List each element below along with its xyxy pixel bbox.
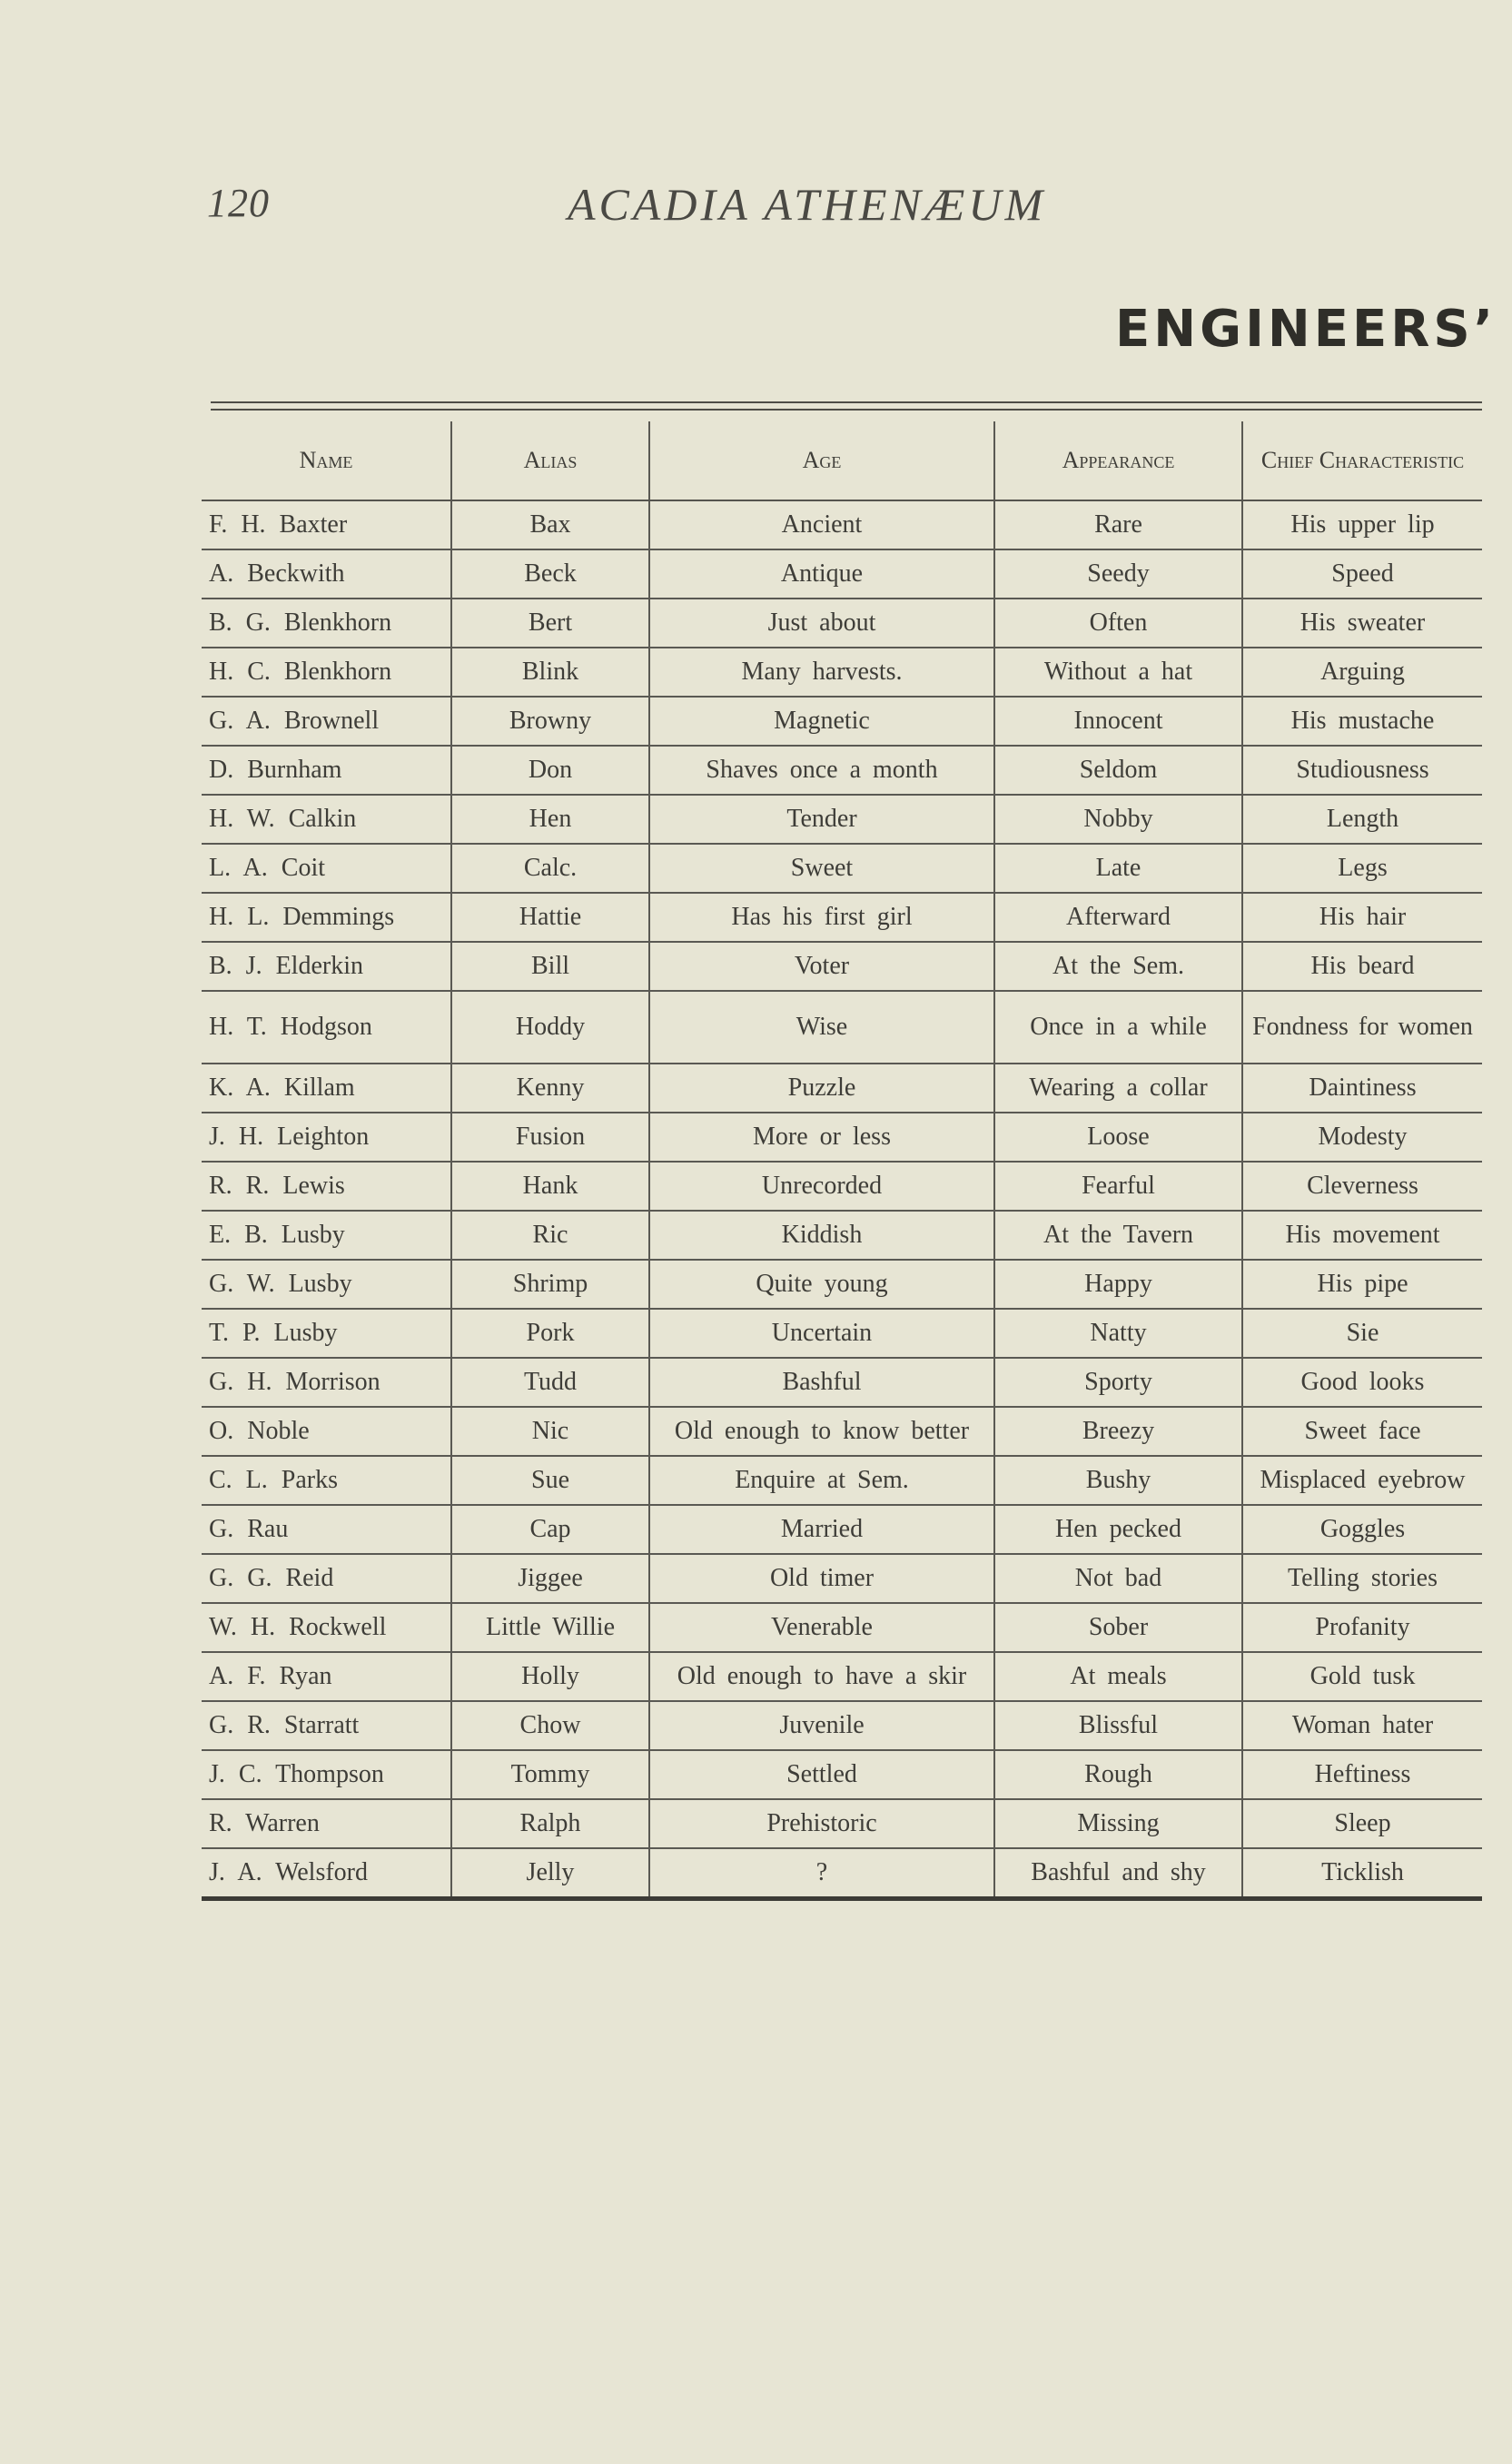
alias-cell: Hank bbox=[451, 1162, 649, 1211]
name-cell: B. J. Elderkin bbox=[202, 942, 451, 991]
age-cell: Bashful bbox=[649, 1358, 994, 1407]
name-cell: G. A. Brownell bbox=[202, 697, 451, 746]
table-row bbox=[202, 1407, 1482, 1456]
appearance-cell: Sporty bbox=[994, 1358, 1242, 1407]
column-header-chief-characteristic: Chief Characteristic bbox=[1242, 421, 1482, 500]
age-cell: Shaves once a month bbox=[649, 746, 994, 795]
table-row bbox=[202, 648, 1482, 697]
characteristic-cell: Length bbox=[1242, 795, 1482, 844]
table-row bbox=[202, 1505, 1482, 1554]
characteristic-cell: Telling stories bbox=[1242, 1554, 1482, 1603]
appearance-cell: Once in a while bbox=[994, 991, 1242, 1064]
characteristic-cell: His mustache bbox=[1242, 697, 1482, 746]
age-cell: Antique bbox=[649, 549, 994, 599]
characteristic-cell: Sie bbox=[1242, 1309, 1482, 1358]
age-cell: Married bbox=[649, 1505, 994, 1554]
alias-cell: Holly bbox=[451, 1652, 649, 1701]
appearance-cell: Rare bbox=[994, 500, 1242, 549]
appearance-cell: Innocent bbox=[994, 697, 1242, 746]
characteristic-cell: Good looks bbox=[1242, 1358, 1482, 1407]
table-row bbox=[202, 1554, 1482, 1603]
alias-cell: Shrimp bbox=[451, 1260, 649, 1309]
name-cell: H. C. Blenkhorn bbox=[202, 648, 451, 697]
name-cell: C. L. Parks bbox=[202, 1456, 451, 1505]
characteristic-cell: Speed bbox=[1242, 549, 1482, 599]
appearance-cell: Afterward bbox=[994, 893, 1242, 942]
appearance-cell: At the Sem. bbox=[994, 942, 1242, 991]
age-cell: Tender bbox=[649, 795, 994, 844]
appearance-cell: Bushy bbox=[994, 1456, 1242, 1505]
characteristic-cell: Ticklish bbox=[1242, 1848, 1482, 1899]
characteristic-cell: Fondness for women bbox=[1242, 991, 1482, 1064]
age-cell: Old timer bbox=[649, 1554, 994, 1603]
appearance-cell: Seedy bbox=[994, 549, 1242, 599]
characteristic-cell: Sweet face bbox=[1242, 1407, 1482, 1456]
characteristic-cell: Profanity bbox=[1242, 1603, 1482, 1652]
alias-cell: Hen bbox=[451, 795, 649, 844]
name-cell: B. G. Blenkhorn bbox=[202, 599, 451, 648]
appearance-cell: Nobby bbox=[994, 795, 1242, 844]
age-cell: Venerable bbox=[649, 1603, 994, 1652]
table-row bbox=[202, 795, 1482, 844]
name-cell: G. H. Morrison bbox=[202, 1358, 451, 1407]
column-header-appearance: Appearance bbox=[994, 421, 1242, 500]
characteristic-cell: Goggles bbox=[1242, 1505, 1482, 1554]
table-row bbox=[202, 1799, 1482, 1848]
appearance-cell: At meals bbox=[994, 1652, 1242, 1701]
column-header-name: Name bbox=[202, 421, 451, 500]
table-row bbox=[202, 746, 1482, 795]
section-title: ENGINEERS’ bbox=[1115, 300, 1497, 359]
top-rule-inner bbox=[211, 409, 1482, 411]
alias-cell: Hoddy bbox=[451, 991, 649, 1064]
characteristic-cell: Daintiness bbox=[1242, 1064, 1482, 1113]
age-cell: Wise bbox=[649, 991, 994, 1064]
characteristic-cell: His beard bbox=[1242, 942, 1482, 991]
appearance-cell: Sober bbox=[994, 1603, 1242, 1652]
table-row bbox=[202, 697, 1482, 746]
table-row bbox=[202, 1652, 1482, 1701]
alias-cell: Fusion bbox=[451, 1113, 649, 1162]
table-row bbox=[202, 942, 1482, 991]
alias-cell: Bill bbox=[451, 942, 649, 991]
table-row bbox=[202, 1162, 1482, 1211]
top-rule bbox=[211, 401, 1482, 403]
table-row bbox=[202, 1848, 1482, 1899]
alias-cell: Calc. bbox=[451, 844, 649, 893]
age-cell: Uncertain bbox=[649, 1309, 994, 1358]
characteristic-cell: His pipe bbox=[1242, 1260, 1482, 1309]
header-row bbox=[202, 421, 1482, 500]
age-cell: More or less bbox=[649, 1113, 994, 1162]
characteristic-cell: Heftiness bbox=[1242, 1750, 1482, 1799]
name-cell: J. H. Leighton bbox=[202, 1113, 451, 1162]
age-cell: Unrecorded bbox=[649, 1162, 994, 1211]
table-row bbox=[202, 991, 1482, 1064]
name-cell: G. W. Lusby bbox=[202, 1260, 451, 1309]
alias-cell: Kenny bbox=[451, 1064, 649, 1113]
name-cell: W. H. Rockwell bbox=[202, 1603, 451, 1652]
age-cell: Kiddish bbox=[649, 1211, 994, 1260]
appearance-cell: Often bbox=[994, 599, 1242, 648]
name-cell: G. G. Reid bbox=[202, 1554, 451, 1603]
table-row bbox=[202, 599, 1482, 648]
table-row bbox=[202, 1211, 1482, 1260]
name-cell: T. P. Lusby bbox=[202, 1309, 451, 1358]
column-header-age: Age bbox=[649, 421, 994, 500]
name-cell: E. B. Lusby bbox=[202, 1211, 451, 1260]
characteristic-cell: His movement bbox=[1242, 1211, 1482, 1260]
appearance-cell: Breezy bbox=[994, 1407, 1242, 1456]
name-cell: J. A. Welsford bbox=[202, 1848, 451, 1899]
table-row bbox=[202, 1064, 1482, 1113]
age-cell: Has his first girl bbox=[649, 893, 994, 942]
age-cell: Just about bbox=[649, 599, 994, 648]
alias-cell: Ralph bbox=[451, 1799, 649, 1848]
characteristic-cell: Gold tusk bbox=[1242, 1652, 1482, 1701]
age-cell: Enquire at Sem. bbox=[649, 1456, 994, 1505]
alias-cell: Sue bbox=[451, 1456, 649, 1505]
age-cell: ? bbox=[649, 1848, 994, 1899]
table-row bbox=[202, 1260, 1482, 1309]
age-cell: Juvenile bbox=[649, 1701, 994, 1750]
characteristic-cell: Studiousness bbox=[1242, 746, 1482, 795]
table-row bbox=[202, 500, 1482, 549]
name-cell: H. L. Demmings bbox=[202, 893, 451, 942]
alias-cell: Pork bbox=[451, 1309, 649, 1358]
name-cell: L. A. Coit bbox=[202, 844, 451, 893]
alias-cell: Browny bbox=[451, 697, 649, 746]
appearance-cell: Hen pecked bbox=[994, 1505, 1242, 1554]
appearance-cell: Wearing a collar bbox=[994, 1064, 1242, 1113]
name-cell: J. C. Thompson bbox=[202, 1750, 451, 1799]
age-cell: Settled bbox=[649, 1750, 994, 1799]
table-row bbox=[202, 1603, 1482, 1652]
appearance-cell: Blissful bbox=[994, 1701, 1242, 1750]
name-cell: O. Noble bbox=[202, 1407, 451, 1456]
characteristic-cell: Modesty bbox=[1242, 1113, 1482, 1162]
appearance-cell: Missing bbox=[994, 1799, 1242, 1848]
name-cell: H. W. Calkin bbox=[202, 795, 451, 844]
alias-cell: Bert bbox=[451, 599, 649, 648]
alias-cell: Little Willie bbox=[451, 1603, 649, 1652]
appearance-cell: Not bad bbox=[994, 1554, 1242, 1603]
table-row bbox=[202, 1309, 1482, 1358]
name-cell: A. Beckwith bbox=[202, 549, 451, 599]
characteristic-cell: His sweater bbox=[1242, 599, 1482, 648]
appearance-cell: Rough bbox=[994, 1750, 1242, 1799]
characteristic-cell: Legs bbox=[1242, 844, 1482, 893]
alias-cell: Jiggee bbox=[451, 1554, 649, 1603]
column-header-alias: Alias bbox=[451, 421, 649, 500]
journal-title: ACADIA ATHENÆUM bbox=[568, 179, 1047, 230]
table-row bbox=[202, 1750, 1482, 1799]
table-row bbox=[202, 1456, 1482, 1505]
name-cell: A. F. Ryan bbox=[202, 1652, 451, 1701]
appearance-cell: At the Tavern bbox=[994, 1211, 1242, 1260]
characteristic-cell: His upper lip bbox=[1242, 500, 1482, 549]
alias-cell: Don bbox=[451, 746, 649, 795]
page-number: 120 bbox=[207, 181, 270, 225]
age-cell: Ancient bbox=[649, 500, 994, 549]
alias-cell: Jelly bbox=[451, 1848, 649, 1899]
appearance-cell: Bashful and shy bbox=[994, 1848, 1242, 1899]
table-row bbox=[202, 1113, 1482, 1162]
age-cell: Old enough to have a skir bbox=[649, 1652, 994, 1701]
alias-cell: Bax bbox=[451, 500, 649, 549]
alias-cell: Chow bbox=[451, 1701, 649, 1750]
characteristic-cell: Sleep bbox=[1242, 1799, 1482, 1848]
characteristic-cell: Cleverness bbox=[1242, 1162, 1482, 1211]
name-cell: F. H. Baxter bbox=[202, 500, 451, 549]
table-row bbox=[202, 1701, 1482, 1750]
alias-cell: Nic bbox=[451, 1407, 649, 1456]
name-cell: G. Rau bbox=[202, 1505, 451, 1554]
alias-cell: Ric bbox=[451, 1211, 649, 1260]
characteristic-cell: Misplaced eyebrow bbox=[1242, 1456, 1482, 1505]
name-cell: D. Burnham bbox=[202, 746, 451, 795]
appearance-cell: Without a hat bbox=[994, 648, 1242, 697]
name-cell: K. A. Killam bbox=[202, 1064, 451, 1113]
alias-cell: Hattie bbox=[451, 893, 649, 942]
age-cell: Puzzle bbox=[649, 1064, 994, 1113]
age-cell: Voter bbox=[649, 942, 994, 991]
appearance-cell: Late bbox=[994, 844, 1242, 893]
alias-cell: Tudd bbox=[451, 1358, 649, 1407]
age-cell: Sweet bbox=[649, 844, 994, 893]
table-row bbox=[202, 844, 1482, 893]
appearance-cell: Loose bbox=[994, 1113, 1242, 1162]
alias-cell: Beck bbox=[451, 549, 649, 599]
appearance-cell: Happy bbox=[994, 1260, 1242, 1309]
appearance-cell: Seldom bbox=[994, 746, 1242, 795]
characteristic-cell: His hair bbox=[1242, 893, 1482, 942]
table-row bbox=[202, 1358, 1482, 1407]
age-cell: Prehistoric bbox=[649, 1799, 994, 1848]
name-cell: R. Warren bbox=[202, 1799, 451, 1848]
appearance-cell: Fearful bbox=[994, 1162, 1242, 1211]
age-cell: Old enough to know better bbox=[649, 1407, 994, 1456]
characteristic-cell: Arguing bbox=[1242, 648, 1482, 697]
age-cell: Quite young bbox=[649, 1260, 994, 1309]
name-cell: G. R. Starratt bbox=[202, 1701, 451, 1750]
alias-cell: Cap bbox=[451, 1505, 649, 1554]
appearance-cell: Natty bbox=[994, 1309, 1242, 1358]
alias-cell: Blink bbox=[451, 648, 649, 697]
table-row bbox=[202, 549, 1482, 599]
name-cell: R. R. Lewis bbox=[202, 1162, 451, 1211]
alias-cell: Tommy bbox=[451, 1750, 649, 1799]
age-cell: Magnetic bbox=[649, 697, 994, 746]
name-cell: H. T. Hodgson bbox=[202, 991, 451, 1064]
table-row bbox=[202, 893, 1482, 942]
age-cell: Many harvests. bbox=[649, 648, 994, 697]
characteristic-cell: Woman hater bbox=[1242, 1701, 1482, 1750]
table-body bbox=[202, 500, 1482, 1899]
engineers-roster-table bbox=[202, 421, 1482, 1901]
